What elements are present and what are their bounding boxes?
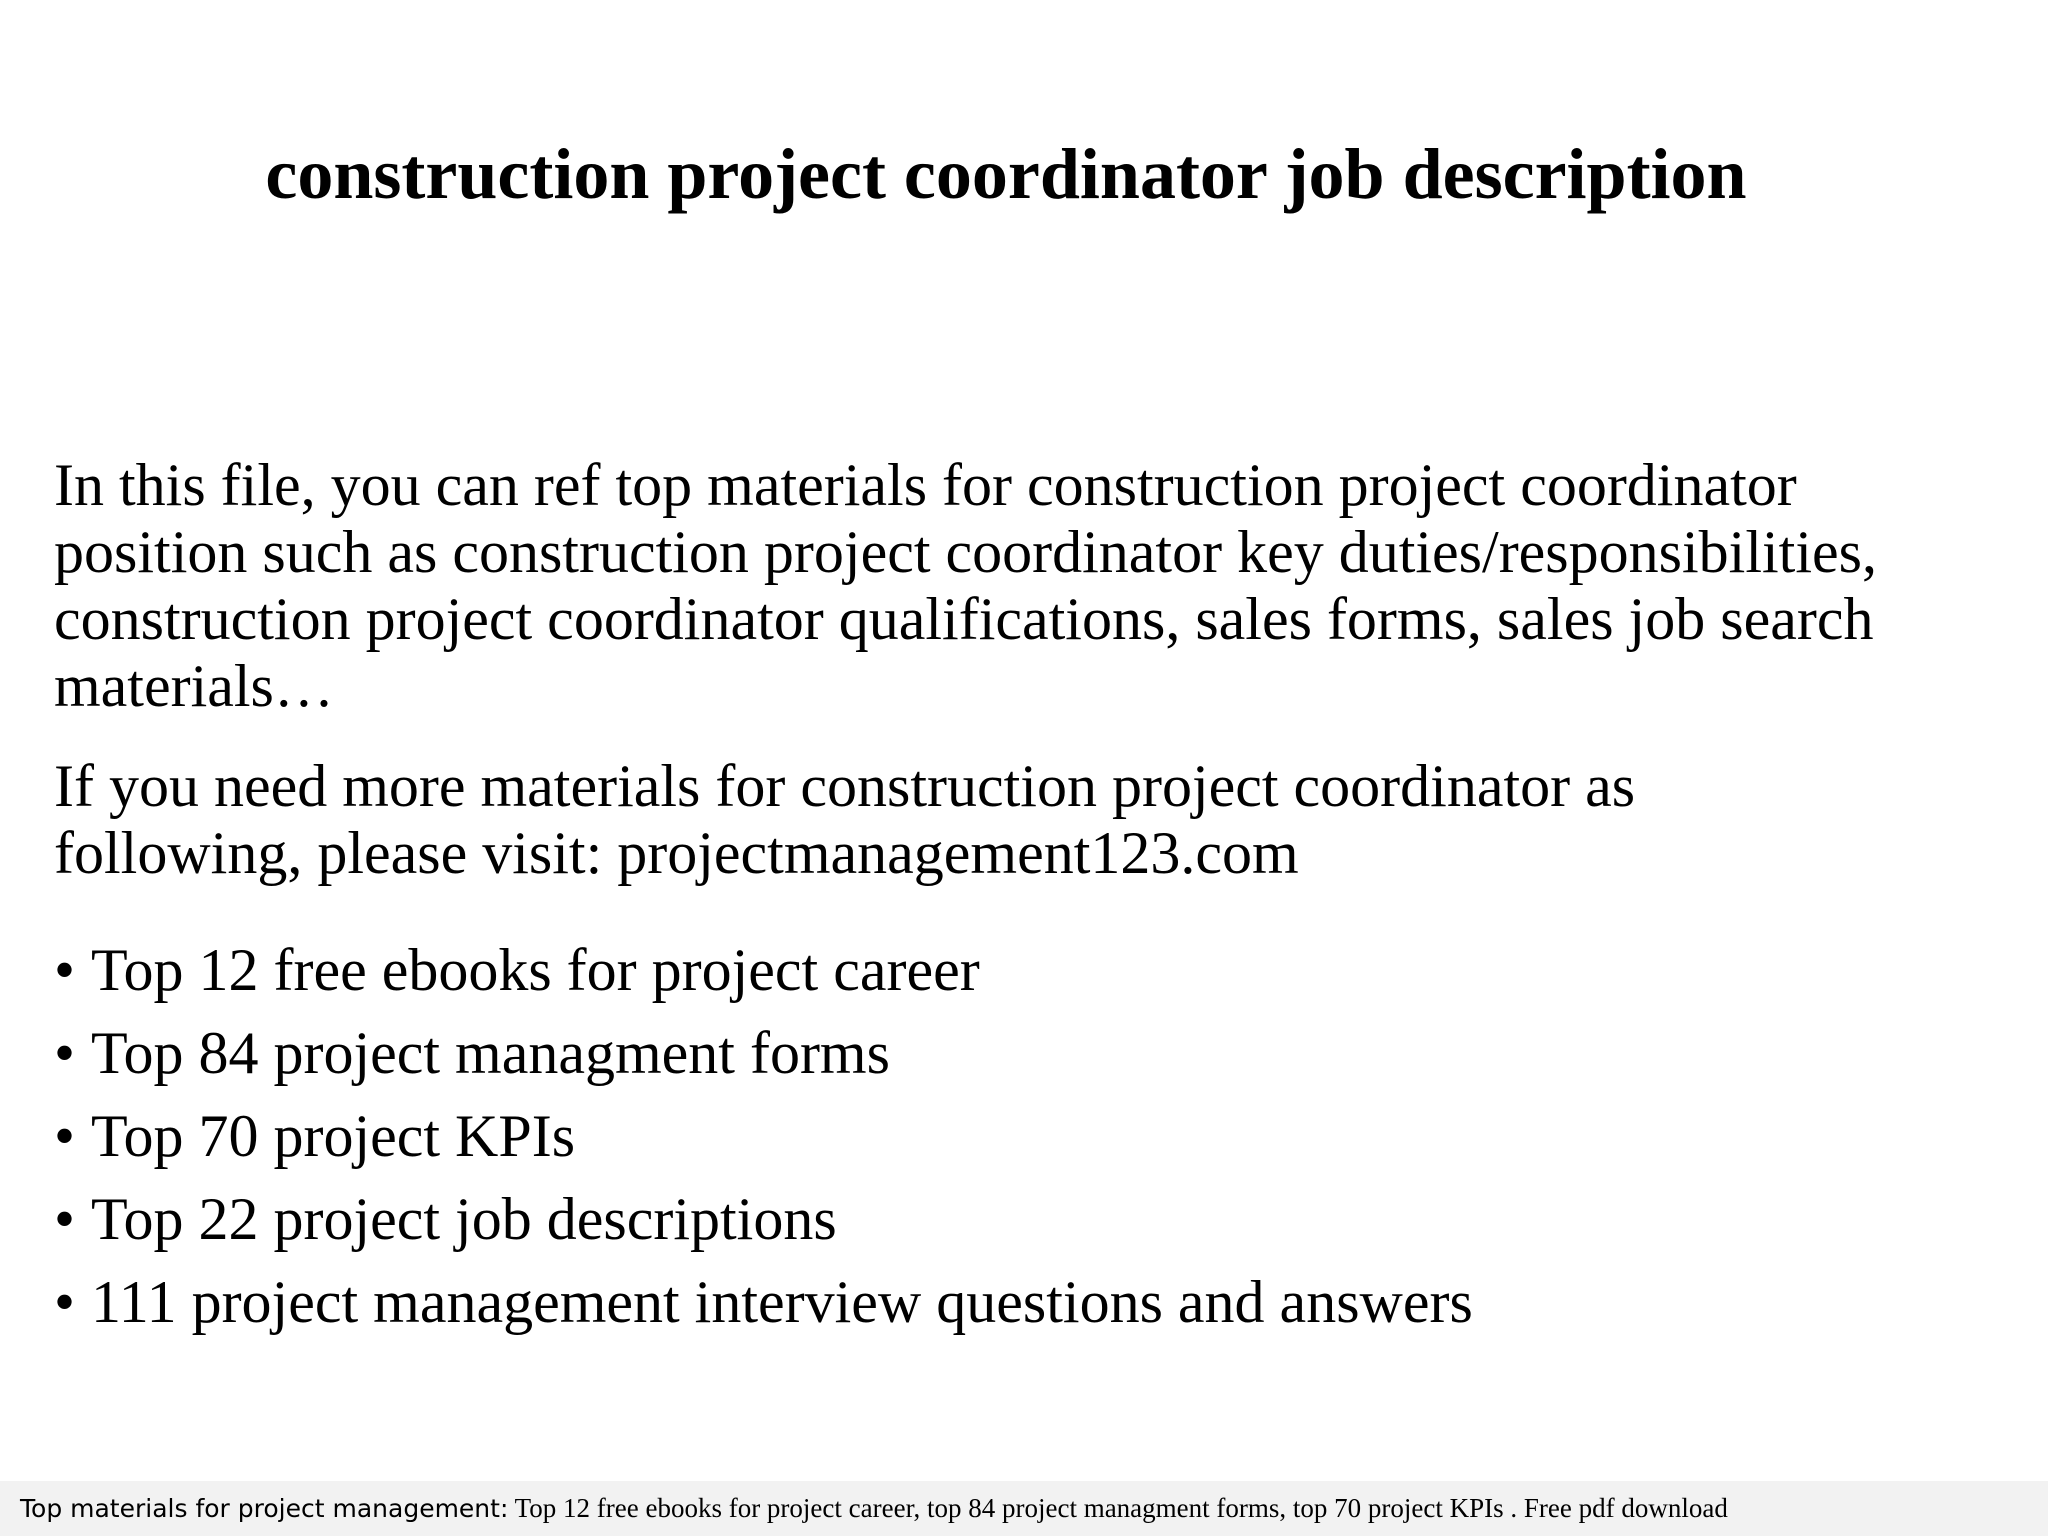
document-body: [54, 452, 2014, 1344]
intro-paragraph: In this file, you can ref top materials for construction project coordinator position such as construction project coordinator key duties/responsibilities, construction project coordinator qualifications, sales forms, sales job search materials…: [54, 452, 1877, 719]
bullet-icon: •: [54, 937, 76, 1003]
bullet-icon: •: [54, 1186, 76, 1252]
list-item-label: Top 70 project KPIs: [91, 1103, 576, 1169]
list-item: [54, 929, 2014, 1012]
footer-bar: [0, 1481, 2048, 1536]
list-item: [54, 1095, 2014, 1178]
list-item-label: Top 12 free ebooks for project career: [91, 937, 980, 1003]
list-item: [54, 1261, 2014, 1344]
materials-list: [54, 929, 2014, 1344]
more-materials-paragraph: If you need more materials for construction project coordinator as following, please visit: projectmanagement123.com: [54, 753, 1636, 886]
list-item-label: 111 project management interview questions and answers: [91, 1269, 1473, 1335]
page-title: construction project coordinator job description: [265, 134, 1747, 214]
bullet-icon: •: [54, 1020, 76, 1086]
bullet-icon: •: [54, 1103, 76, 1169]
footer-text: Top 12 free ebooks for project career, top 84 project managment forms, top 70 project KPIs . Free pdf download: [508, 1493, 1728, 1523]
list-item-label: Top 22 project job descriptions: [91, 1186, 837, 1252]
list-item: [54, 1178, 2014, 1261]
bullet-icon: •: [54, 1269, 76, 1335]
footer-label: Top materials for project management:: [20, 1494, 509, 1523]
list-item: [54, 1012, 2014, 1095]
list-item-label: Top 84 project managment forms: [91, 1020, 890, 1086]
